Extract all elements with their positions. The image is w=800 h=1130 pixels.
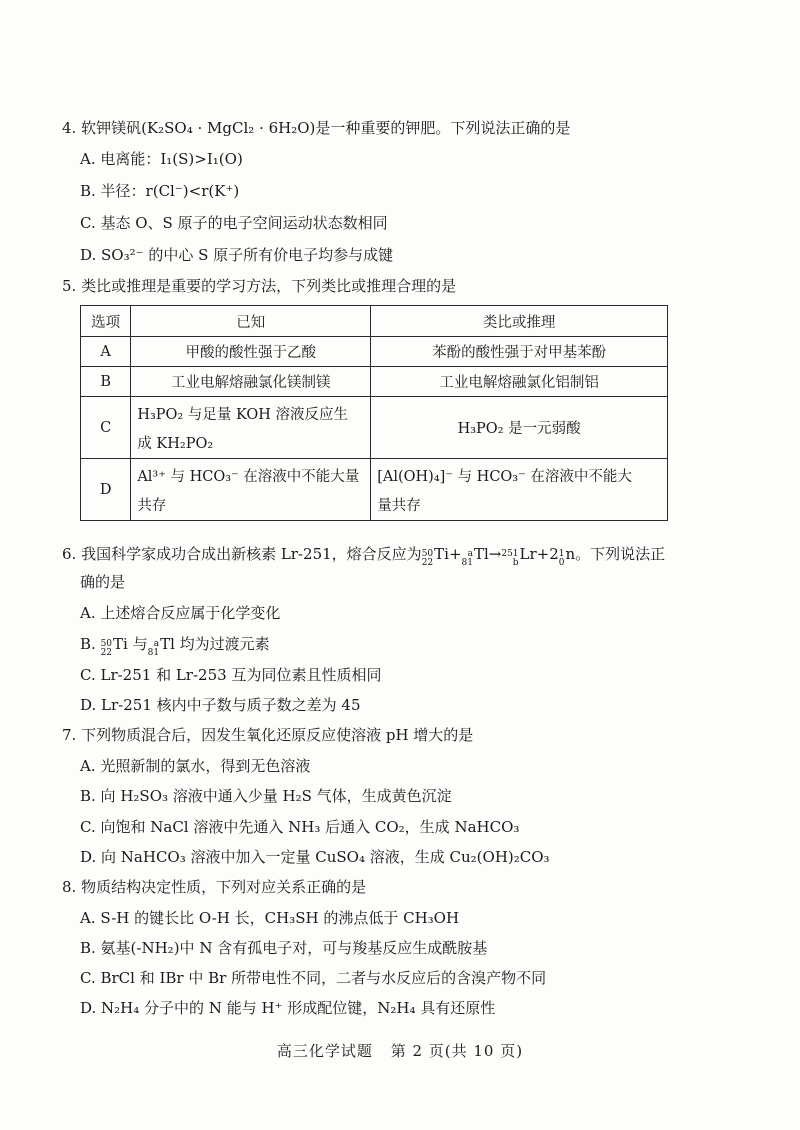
q4-stem: 4. 软钾镁矾(K₂SO₄ · MgCl₂ · 6H₂O)是一种重要的钾肥。下列说法正确的是 [62,119,571,137]
q4-option-b: B. 半径：r(Cl⁻)<r(K⁺) [80,182,240,200]
q5-row-a-inference: 苯酚的酸性强于对甲基苯酚 [371,337,668,367]
q8-stem: 8. 物质结构决定性质，下列对应关系正确的是 [62,878,367,896]
q6-b-tl-mass: a [153,639,160,649]
q8-option-b: B. 氨基(-NH₂)中 N 含有孤电子对，可与羧基反应生成酰胺基 [80,939,488,957]
lr-atomic-number: b [512,558,519,568]
q5-row-c-option: C [81,397,131,459]
q8-option-d: D. N₂H₄ 分子中的 N 能与 H⁺ 形成配位键，N₂H₄ 具有还原性 [80,999,496,1017]
q6-b-ti-number: 22 [100,648,113,658]
q6-option-c: C. Lr-251 和 Lr-253 互为同位素且性质相同 [80,666,382,684]
q5-row-a-option: A [81,337,131,367]
q5-row-c-known-line1: H₃PO₂ 与足量 KOH 溶液反应生 [137,406,349,423]
q5-row-d-known-line1: Al³⁺ 与 HCO₃⁻ 在溶液中不能大量 [137,468,360,485]
q6-option-d: D. Lr-251 核内中子数与质子数之差为 45 [80,696,361,714]
q6-b-tl-numbers [148,640,159,658]
q5-table-header [81,306,668,337]
q6-b-ti-mass: 50 [100,639,113,649]
q6-stem-text-b: n。下列说法正 [565,545,666,563]
q5-row-c-known [131,397,371,459]
neutron-atomic-number: 0 [558,558,565,568]
q5-row-c-inference: H₃PO₂ 是一元弱酸 [371,397,668,459]
q5-row-c [81,397,668,459]
q6-option-b-ti: Ti 与 [113,635,148,653]
q8-option-c: C. BrCl 和 IBr 中 Br 所带电性不同，二者与水反应后的含溴产物不同 [80,969,547,987]
q5-row-a [81,337,668,367]
lr-nuclide-numbers [501,550,518,568]
q7-stem: 7. 下列物质混合后，因发生氧化还原反应使溶液 pH 增大的是 [62,726,474,744]
lr-symbol: Lr+2 [519,545,559,563]
q4-option-d: D. SO₃²⁻ 的中心 S 原子所有价电子均参与成键 [80,246,394,264]
tl-atomic-number: 81 [461,558,473,568]
tl-nuclide-numbers [462,550,473,568]
tl-mass-number: a [467,549,473,559]
tl-symbol: Tl→ [473,545,502,563]
q5-row-d [81,459,668,521]
q5-row-d-option: D [81,459,131,521]
q7-option-a: A. 光照新制的氯水，得到无色溶液 [80,757,311,775]
q5-header-inference: 类比或推理 [371,306,668,337]
q8-option-a: A. S-H 的键长比 O-H 长，CH₃SH 的沸点低于 CH₃OH [80,909,460,927]
q5-row-c-known-line2: 成 KH₂PO₂ [137,435,214,452]
page-footer [0,1040,800,1061]
q6-b-tl-number: 81 [147,648,160,658]
q7-option-c: C. 向饱和 NaCl 溶液中先通入 NH₃ 后通入 CO₂，生成 NaHCO₃ [80,818,520,836]
q6-option-a: A. 上述熔合反应属于化学变化 [80,604,281,622]
q5-stem: 5. 类比或推理是重要的学习方法，下列类比或推理合理的是 [62,277,457,295]
q6-b-ti-numbers [101,640,112,658]
q5-row-d-known-line2: 共存 [137,497,167,514]
q4-option-a: A. 电离能：I₁(S)>I₁(O) [80,150,243,168]
q5-row-a-known: 甲酸的酸性强于乙酸 [131,337,371,367]
q5-row-b-inference: 工业电解熔融氯化铝制铝 [371,367,668,397]
q6-stem-line1 [62,544,760,568]
q6-option-b-prefix: B. [80,635,96,653]
q5-row-d-inference-line2: 量共存 [377,497,421,514]
q5-row-d-inference [371,459,668,521]
q5-header-option: 选项 [81,306,131,337]
q5-row-d-known [131,459,371,521]
q7-option-d: D. 向 NaHCO₃ 溶液中加入一定量 CuSO₄ 溶液，生成 Cu₂(OH)₂CO₃ [80,848,550,866]
footer-page-number: 第 2 页(共 10 页) [390,1042,524,1060]
q6-option-b-tl: Tl 均为过渡元素 [160,635,270,653]
q5-row-b-option: B [81,367,131,397]
q5-row-b-known: 工业电解熔融氯化镁制镁 [131,367,371,397]
footer-subject: 高三化学试题 [276,1042,373,1060]
lr-mass-number: 251 [501,549,519,559]
q7-option-b: B. 向 H₂SO₃ 溶液中通入少量 H₂S 气体，生成黄色沉淀 [80,787,452,805]
neutron-numbers [559,550,565,568]
ti-atomic-number: 22 [421,558,434,568]
q5-table [80,305,668,521]
ti-mass-number: 50 [421,549,434,559]
neutron-mass-number: 1 [558,549,565,559]
q5-row-b [81,367,668,397]
q6-stem-line2: 确的是 [80,573,126,591]
ti-nuclide-numbers [422,550,433,568]
q5-header-known: 已知 [131,306,371,337]
q4-option-c: C. 基态 O、S 原子的电子空间运动状态数相同 [80,214,388,232]
q6-stem-text-a: 6. 我国科学家成功合成出新核素 Lr-251，熔合反应为 [62,545,422,563]
ti-symbol: Ti+ [434,545,462,563]
q5-row-d-inference-line1: [Al(OH)₄]⁻ 与 HCO₃⁻ 在溶液中不能大 [377,468,632,485]
q6-option-b [80,634,760,658]
